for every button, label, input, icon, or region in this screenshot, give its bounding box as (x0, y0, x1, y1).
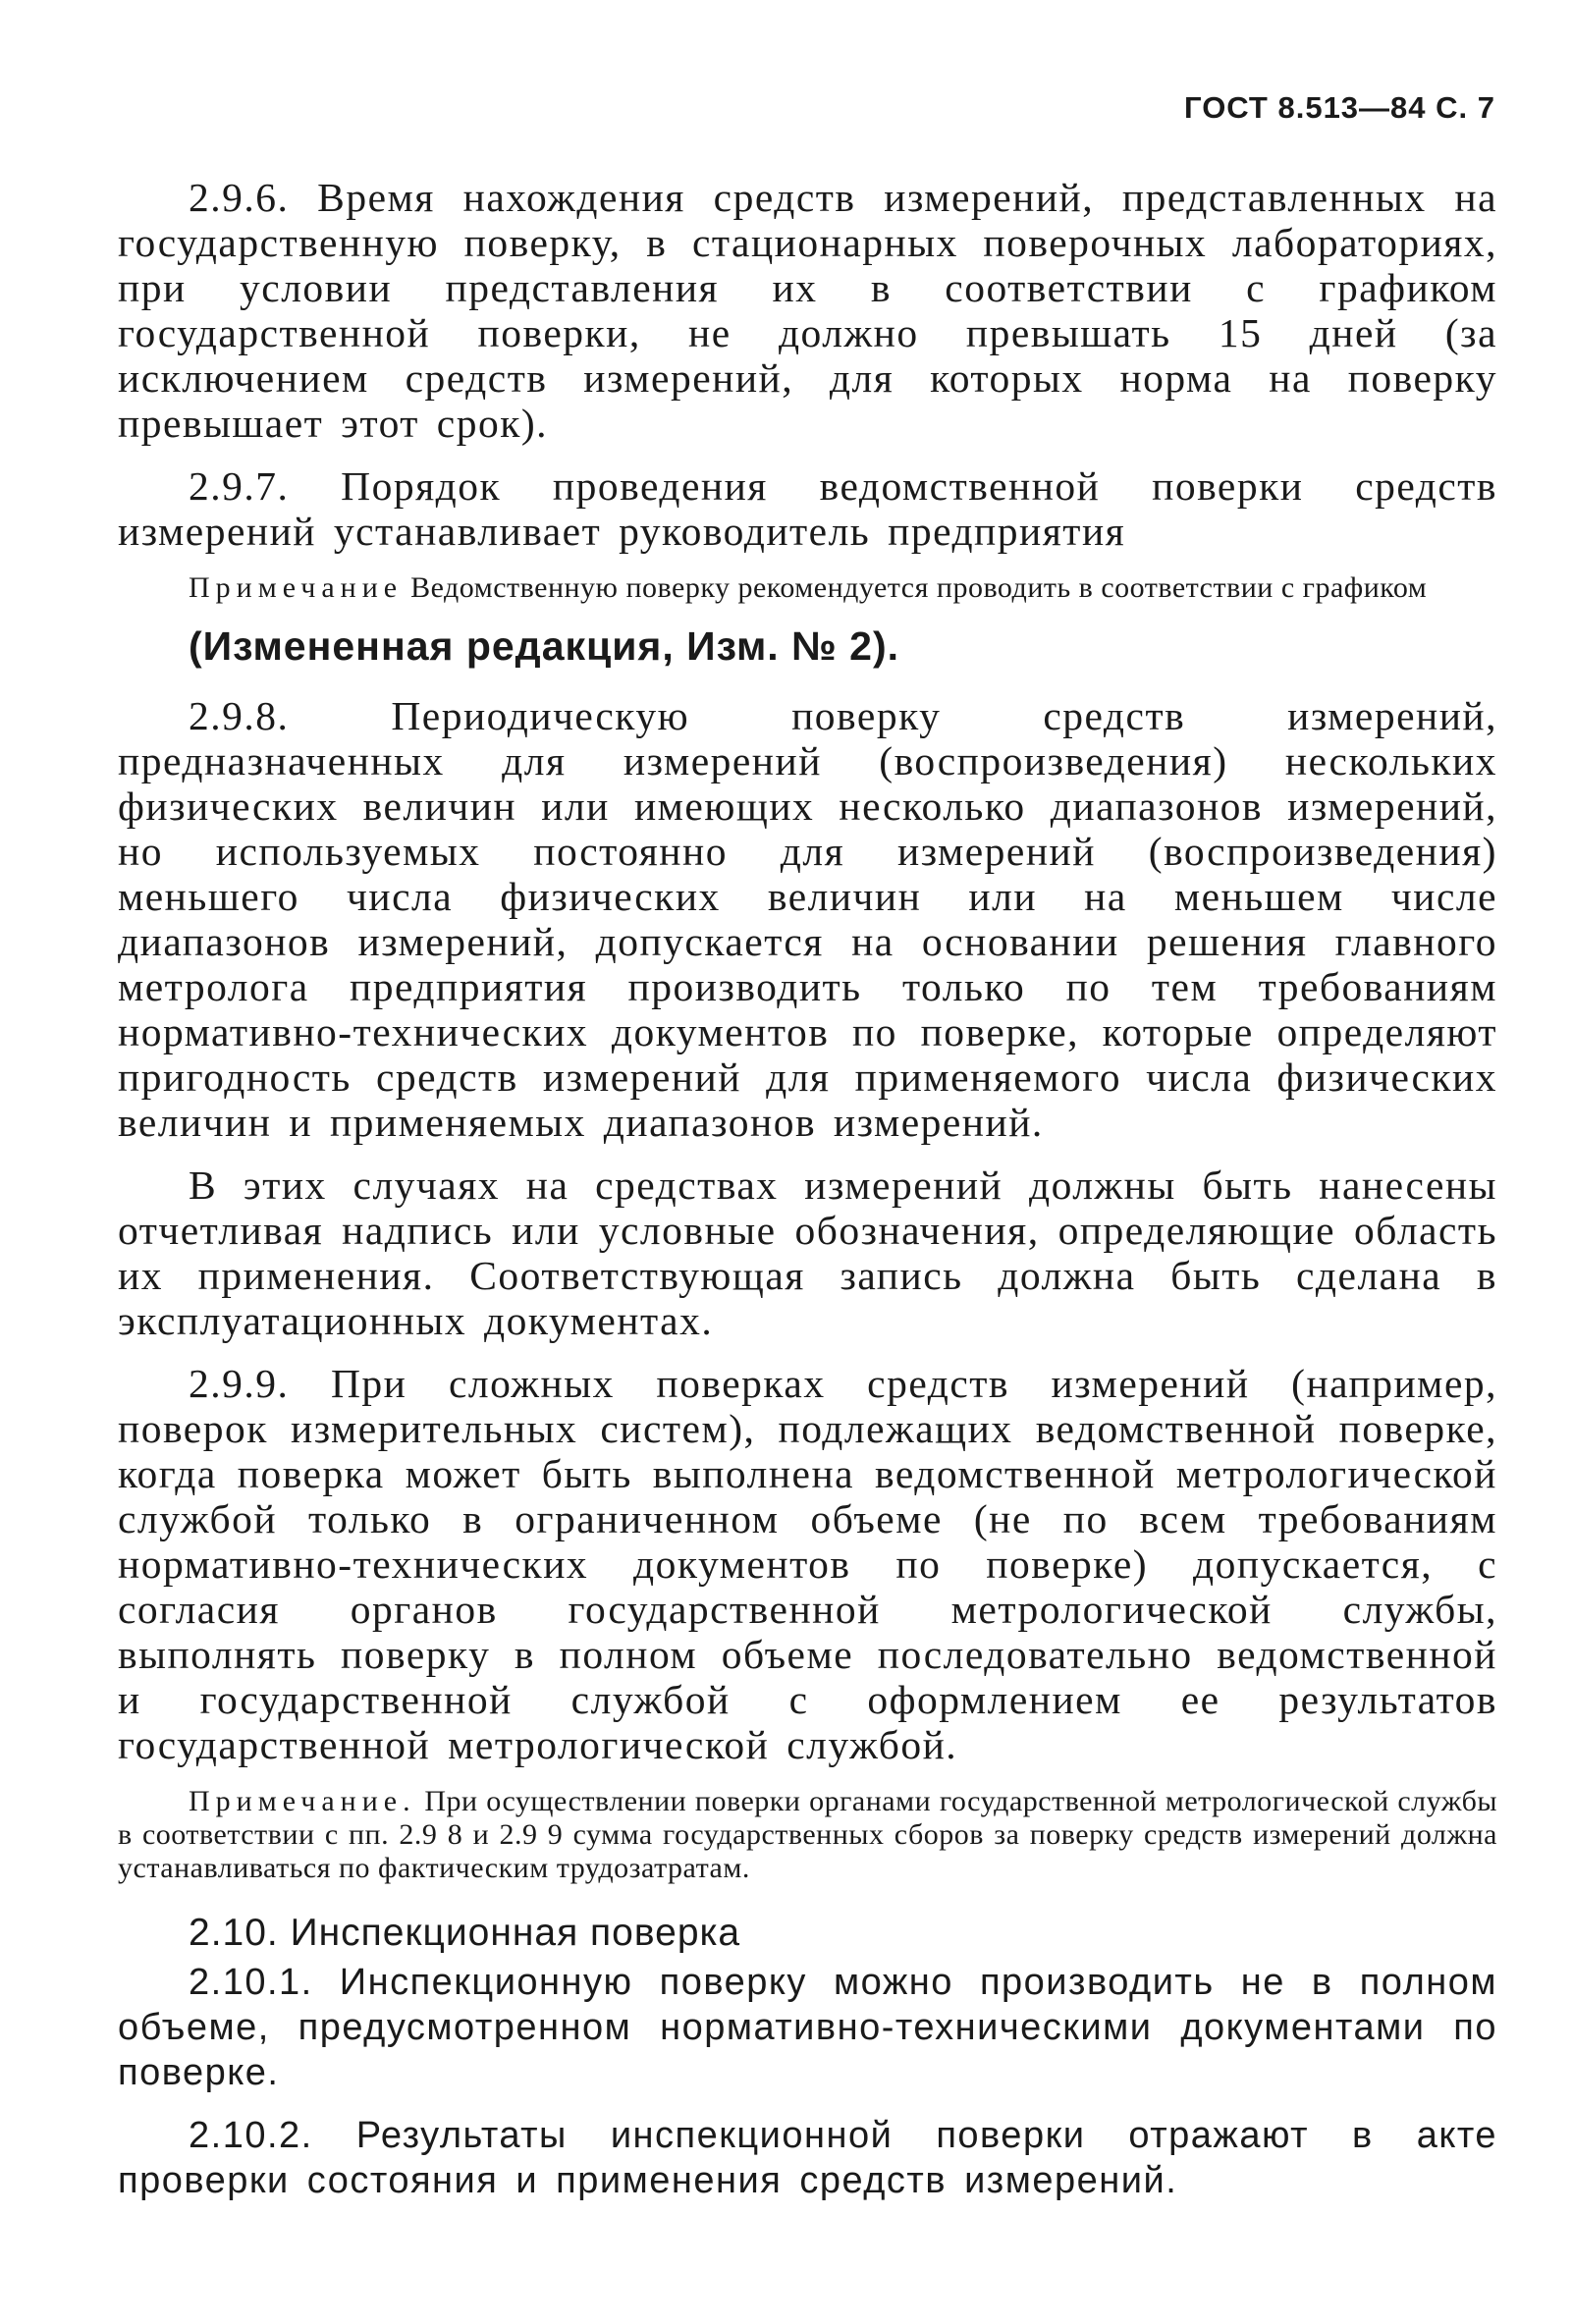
note-text: Ведомственную поверку рекомендуется проводить в соответствии с графиком (403, 571, 1428, 604)
note-2-9-9 (118, 1785, 1497, 1885)
paragraph-2-9-8: 2.9.8. Периодическую поверку средств измерений, предназначенных для измерений (воспроизведения) нескольких физических величин или имеющих несколько диапазонов измерений, но используемых постоянно для измерений (воспроизведения) меньшего числа физических величин или на меньшем числе диапазонов измерений, допускается на основании решения главного метролога предприятия производить только по тем требованиям нормативно-технических документов по поверке, которые определяют пригодность средств измерений для применяемого числа физических величин и применяемых диапазонов измерений. (118, 693, 1497, 1145)
page-body (118, 175, 1497, 2221)
paragraph-2-9-8-continued: В этих случаях на средствах измерений должны быть нанесены отчетливая надпись или условные обозначения, определяющие область их применения. Соответствующая запись должна быть сделана в эксплуатационных документах. (118, 1162, 1497, 1343)
note-text: При осуществлении поверки органами государственной метрологической службы в соответствии с пп. 2.9 8 и 2.9 9 сумма государственных сборов за поверку средств измерений должна устанавливаться по фактическим трудозатратам. (118, 1785, 1497, 1884)
note-lead: Примечание (189, 571, 404, 604)
paragraph-2-10-1: 2.10.1. Инспекционную поверку можно производить не в полном объеме, предусмотренном нормативно-техническими документами по поверке. (118, 1962, 1497, 2093)
paragraph-2-9-6: 2.9.6. Время нахождения средств измерений, представленных на государственную поверку, в стационарных поверочных лабораториях, при условии представления их в соответствии с графиком государственной поверки, не должно превышать 15 дней (за исключением средств измерений, для которых норма на поверку превышает этот срок). (118, 175, 1497, 446)
amendment-mark: (Измененная редакция, Изм. № 2). (189, 623, 900, 669)
section-heading-2-10: 2.10. Инспекционная поверка (189, 1912, 741, 1954)
note-2-9-7 (118, 571, 1497, 605)
paragraph-2-10-2: 2.10.2. Результаты инспекционной поверки отражают в акте проверки состояния и применения средств измерений. (118, 2115, 1497, 2201)
note-lead: Примечание. (189, 1785, 416, 1817)
running-header: ГОСТ 8.513—84 С. 7 (1184, 90, 1495, 125)
paragraph-2-9-9: 2.9.9. При сложных поверках средств измерений (например, поверок измерительных систем), подлежащих ведомственной поверке, когда поверка может быть выполнена ведомственной метрологической службой только в ограниченном объеме (не по всем требованиям нормативно-технических документов по поверке) допускается, с согласия органов государственной метрологической службы, выполнять поверку в полном объеме последовательно ведомственной и государственной службой с оформлением ее результатов государственной метрологической службой. (118, 1361, 1497, 1767)
paragraph-2-9-7: 2.9.7. Порядок проведения ведомственной поверки средств измерений устанавливает руководитель предприятия (118, 463, 1497, 554)
